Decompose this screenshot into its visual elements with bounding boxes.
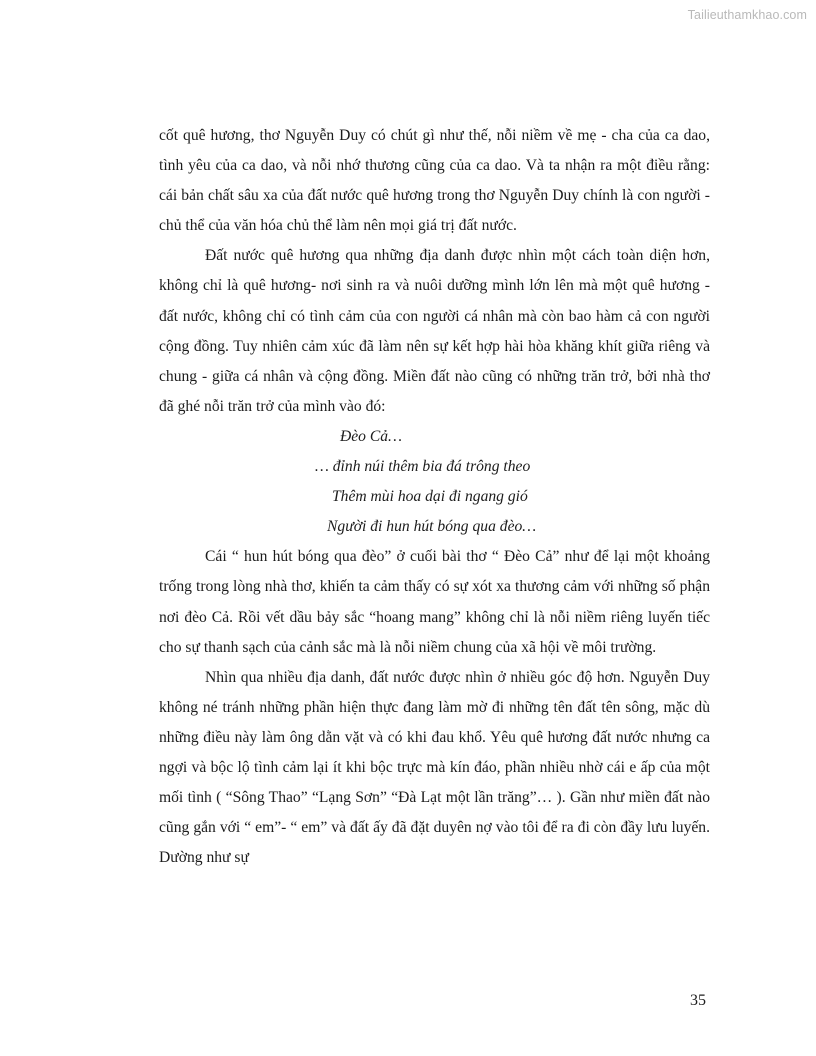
body-text (159, 121, 710, 873)
poem-line: Người đi hun hút bóng qua đèo… (327, 518, 537, 536)
poem-line: … đỉnh núi thêm bia đá trông theo (315, 458, 531, 476)
paragraph-deo-ca: Cái “ hun hút bóng qua đèo” ở cuối bài thơ “ Đèo Cả” như để lại một khoảng trống trong lòng nhà thơ, khiến ta cảm thấy có sự xót xa thương cảm với những số phận nơi đèo Cả. Rồi vết dầu bảy sắc “hoang mang” không chỉ là nỗi niềm riêng luyến tiếc cho sự thanh sạch của cảnh sắc mà là nỗi niềm chung của xã hội về môi trường. (159, 548, 710, 656)
page-number: 35 (690, 992, 706, 1009)
paragraph-dat-nuoc: Đất nước quê hương qua những địa danh được nhìn một cách toàn diện hơn, không chỉ là quê hương- nơi sinh ra và nuôi dưỡng mình lớn lên mà một quê hương - đất nước, không chỉ có tình cảm của con người cá nhân mà còn bao hàm cả con người cộng đồng. Tuy nhiên cảm xúc đã làm nên sự kết hợp hài hòa khăng khít giữa riêng và chung - giữa cá nhân và cộng đồng. Miền đất nào cũng có những trăn trở, bởi nhà thơ đã ghé nỗi trăn trở của mình vào đó: (159, 247, 710, 415)
poem-line: Đèo Cả… (340, 427, 402, 445)
watermark: Tailieuthamkhao.com (687, 8, 807, 22)
poem-line: Thêm mùi hoa dại đi ngang gió (332, 488, 528, 506)
paragraph-continued: cốt quê hương, thơ Nguyễn Duy có chút gì như thế, nỗi niềm về mẹ - cha của ca dao, tình yêu của ca dao, và nỗi nhớ thương cũng của ca dao. Và ta nhận ra một điều rằng: cái bản chất sâu xa của đất nước quê hương trong thơ Nguyễn Duy chính là con người - chủ thể của văn hóa chủ thể làm nên mọi giá trị đất nước. (159, 127, 710, 235)
paragraph-dia-danh: Nhìn qua nhiều địa danh, đất nước được nhìn ở nhiều góc độ hơn. Nguyễn Duy không né tránh những phần hiện thực đang làm mờ đi những tên đất tên sông, mặc dù những điều này làm ông dằn vặt và có khi đau khổ. Yêu quê hương đất nước nhưng ca ngợi và bộc lộ tình cảm lại ít khi bộc trực mà kín đáo, phần nhiều nhờ cái e ấp của một mối tình ( “Sông Thao” “Lạng Sơn” “Đà Lạt một lần trăng”… ). Gần như miền đất nào cũng gắn với “ em”- “ em” và đất ấy đã đặt duyên nợ vào tôi để ra đi còn đầy lưu luyến. Dường như sự (159, 668, 710, 867)
poem-excerpt (159, 422, 710, 542)
